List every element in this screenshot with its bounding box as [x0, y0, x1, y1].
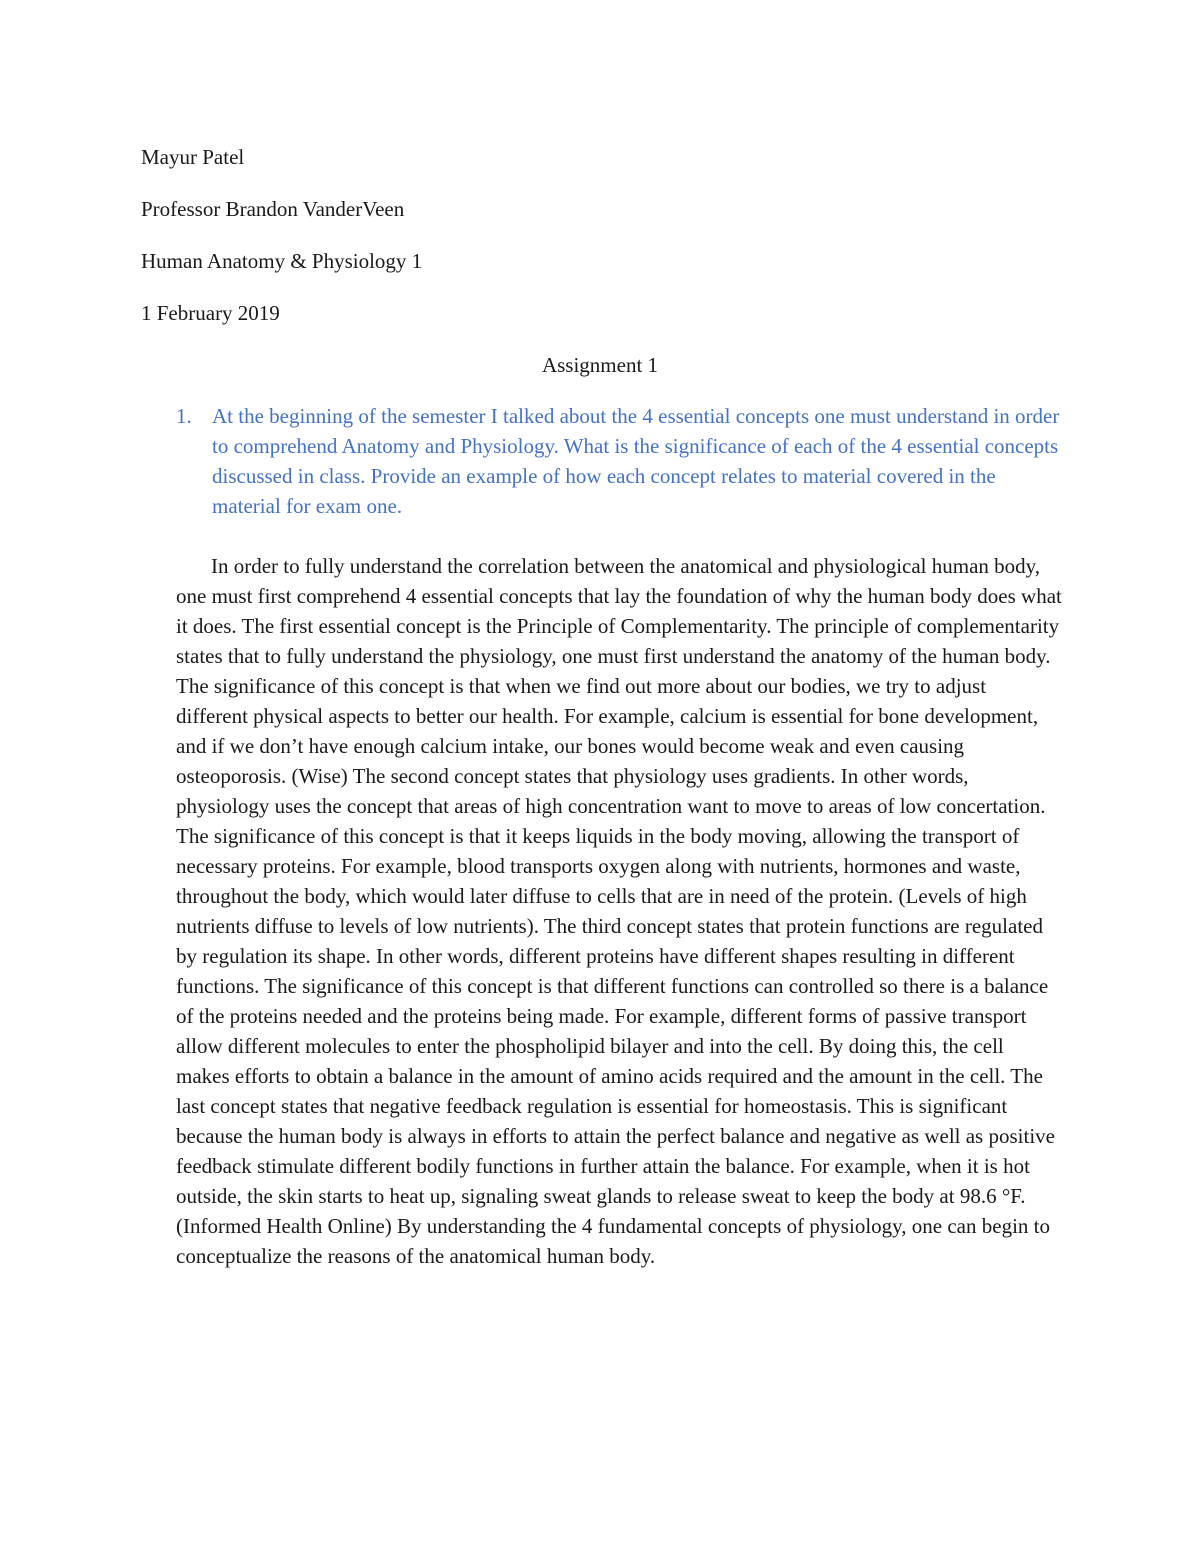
professor-name: Professor Brandon VanderVeen	[141, 197, 405, 221]
question-text: At the beginning of the semester I talked about the 4 essential concepts one must understand in order to comprehend Anatomy and Physiology. What is the significance of each of the 4 essential concepts discussed in class. Provide an example of how each concept relates to material covered in the material for exam one.	[212, 404, 1060, 518]
question-number: 1.	[176, 404, 192, 428]
assignment-date: 1 February 2019	[141, 301, 280, 325]
course-name: Human Anatomy & Physiology 1	[141, 249, 423, 273]
question-item	[176, 401, 1066, 521]
answer-paragraph: In order to fully understand the correlation between the anatomical and physiological human body, one must first comprehend 4 essential concepts that lay the foundation of why the human body does what it does. The first essential concept is the Principle of Complementarity. The principle of complementarity states that to fully understand the physiology, one must first understand the anatomy of the human body. The significance of this concept is that when we find out more about our bodies, we try to adjust different physical aspects to better our health. For example, calcium is essential for bone development, and if we don’t have enough calcium intake, our bones would become weak and even causing osteoporosis. (Wise) The second concept states that physiology uses gradients. In other words, physiology uses the concept that areas of high concentration want to move to areas of low concertation. The significance of this concept is that it keeps liquids in the body moving, allowing the transport of necessary proteins. For example, blood transports oxygen along with nutrients, hormones and waste, throughout the body, which would later diffuse to cells that are in need of the protein. (Levels of high nutrients diffuse to levels of low nutrients). The third concept states that protein functions are regulated by regulation its shape. In other words, different proteins have different shapes resulting in different functions. The significance of this concept is that different functions can controlled so there is a balance of the proteins needed and the proteins being made. For example, different forms of passive transport allow different molecules to enter the phospholipid bilayer and into the cell. By doing this, the cell makes efforts to obtain a balance in the amount of amino acids required and the amount in the cell. The last concept states that negative feedback regulation is essential for homeostasis. This is significant because the human body is always in efforts to attain the perfect balance and negative as well as positive feedback stimulate different bodily functions in further attain the balance. For example, when it is hot outside, the skin starts to heat up, signaling sweat glands to release sweat to keep the body at 98.6 °F. (Informed Health Online) By understanding the 4 fundamental concepts of physiology, one can begin to conceptualize the reasons of the anatomical human body.	[176, 554, 1062, 1268]
assignment-title: Assignment 1	[541, 353, 659, 377]
student-name: Mayur Patel	[141, 145, 245, 169]
